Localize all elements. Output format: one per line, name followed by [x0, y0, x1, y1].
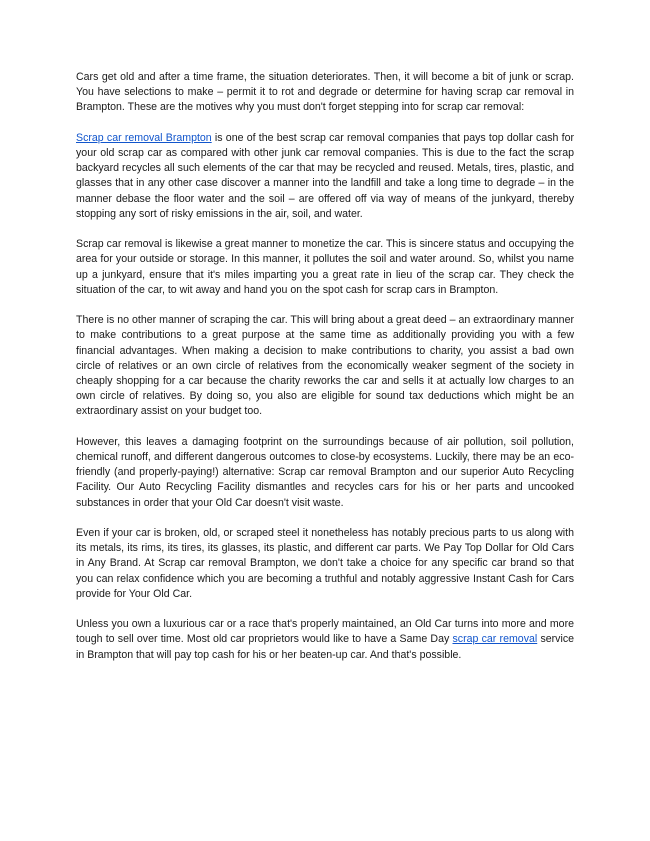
scrap-car-removal-brampton-link[interactable]: Scrap car removal Brampton — [76, 131, 212, 144]
paragraph-same-day — [76, 617, 574, 663]
paragraph-parts — [76, 526, 574, 602]
paragraph-text: Scrap car removal is likewise a great manner to monetize the car. This is sincere status and occupying the area for your outside or storage. In this manner, it pollutes the soil and water around. So, whilst you name up a junkyard, ensure that it's miles imparting you a great rate in lieu of the scrap car. They check the situation of the car, to wit away and hand you on the spot cash for scrap cars in Brampton. — [76, 238, 574, 296]
scrap-car-removal-link[interactable]: scrap car removal — [452, 633, 538, 646]
paragraph-monetize — [76, 237, 574, 298]
paragraph-intro — [76, 70, 574, 116]
paragraph-text: Cars get old and after a time frame, the situation deteriorates. Then, it will become a bit of junk or scrap. You have selections to make – permit it to rot and degrade or determine for having scrap car removal in Brampton. These are the motives why you must don't forget stepping into for scrap car removal: — [76, 71, 574, 114]
paragraph-text-after: service in Brampton that will pay top cash for his or her beaten-up car. And that's possible. — [76, 633, 575, 661]
paragraph-text: However, this leaves a damaging footprint on the surroundings because of air pollution, soil pollution, chemical runoff, and different dangerous outcomes to close-by ecosystems. Luckily, there may be an eco-friendly (and properly-paying!) alternative: Scrap car removal Brampton and our superior Auto Recycling Facility. Our Auto Recycling Facility dismantles and recycles cars for his or her parts and uncooked substances in order that your Old Car doesn't visit waste. — [76, 435, 574, 509]
paragraph-environment — [76, 435, 574, 511]
paragraph-text: Even if your car is broken, old, or scraped steel it nonetheless has notably precious parts to us along with its metals, its rims, its tires, its glasses, its plastic, and different car parts. We Pay Top Dollar for Old Cars in Any Brand. At Scrap car removal Brampton, we don't take a choice for any specific car brand so that you can relax confidence which you are becoming a truthful and notably aggressive Instant Cash for Cars provide for Your Old Car. — [76, 527, 574, 600]
paragraph-text: Unless you own a luxurious car or a race that's properly maintained, an Old Car turns into more and more tough to sell over time. Most old car proprietors would like to have a Same Day — [76, 618, 574, 646]
document-page — [76, 70, 574, 678]
paragraph-company — [76, 131, 574, 222]
paragraph-charity — [76, 313, 574, 419]
paragraph-text: There is no other manner of scraping the car. This will bring about a great deed – an extraordinary manner to make contributions to a great purpose at the same time as additionally providing you with a few financial advantages. When making a decision to make contributions to charity, you assist a bad own circle of relatives or an own circle of relatives from the economically weaker segment of the society in cheaply shopping for a car because the charity reworks the car and sells it at actually low charges to an own circle of relatives. By doing so, you also are eligible for sound tax deductions which might be an extraordinary assist on your budget too. — [76, 314, 574, 418]
paragraph-text: is one of the best scrap car removal companies that pays top dollar cash for your old scrap car as compared with other junk car removal companies. This is due to the fact the scrap backyard recycles all such elements of the car that may be recycled and reused. Metals, tires, plastic, and glasses that in any other case discover a manner into the landfill and take a long time to degrade – in the manner debase the floor water and the soil – are offered off via way of means of the junkyard, thereby stopping any sort of risky emissions in the air, soil, and water. — [76, 131, 574, 220]
